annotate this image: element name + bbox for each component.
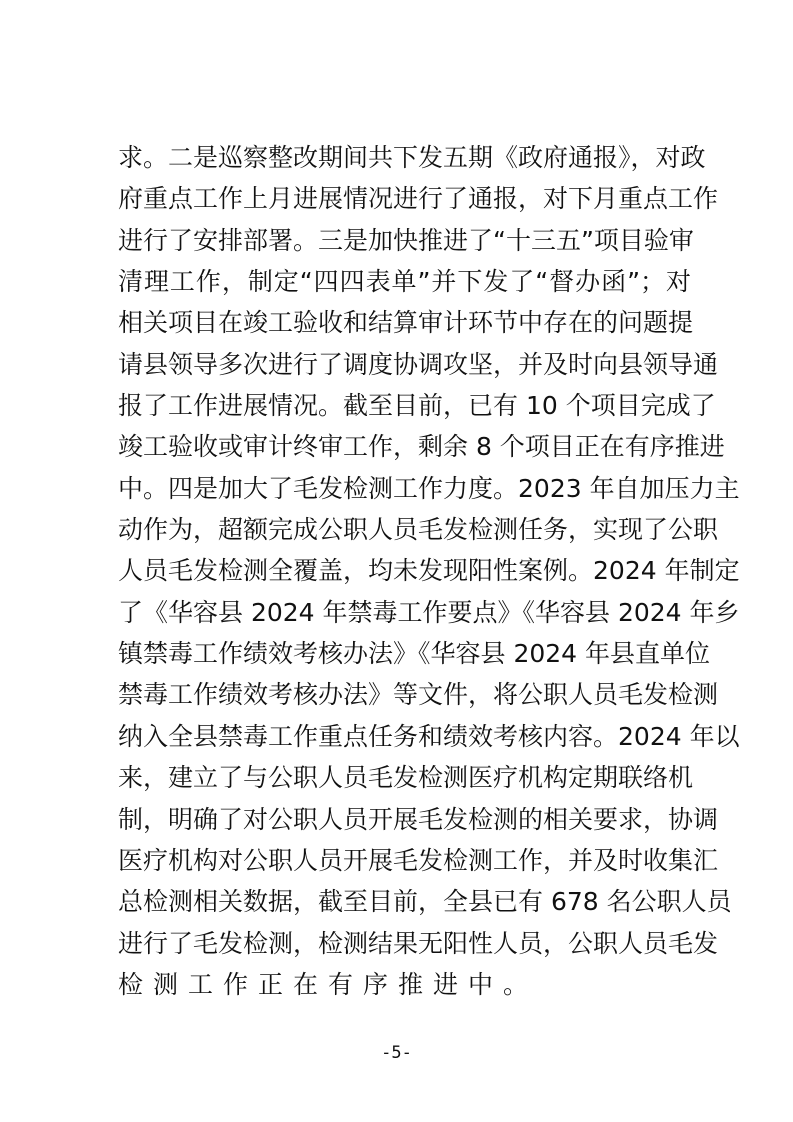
text-line: 竣工验收或审计终审工作，剩余 8 个项目正在有序推进: [118, 432, 725, 462]
text-line: 人员毛发检测全覆盖，均未发现阳性案例。2024 年制定: [118, 556, 740, 586]
page-number: -5-: [381, 1043, 412, 1063]
text-line: 动作为，超额完成公职人员毛发检测任务，实现了公职: [118, 515, 719, 545]
text-line: 纳入全县禁毒工作重点任务和绩效考核内容。2024 年以: [118, 721, 740, 751]
text-line: 中。四是加大了毛发检测工作力度。2023 年自加压力主: [118, 473, 740, 503]
text-line: 医疗机构对公职人员开展毛发检测工作，并及时收集汇: [118, 845, 719, 875]
text-line: 禁毒工作绩效考核办法》等文件，将公职人员毛发检测: [118, 680, 719, 710]
text-line: 清理工作，制定“四四表单”并下发了“督办函”；对: [118, 267, 691, 297]
text-line: 了《华容县 2024 年禁毒工作要点》《华容县 2024 年乡: [118, 597, 740, 627]
text-line: 报了工作进展情况。截至目前，已有 10 个项目完成了: [118, 391, 716, 421]
text-line: 进行了毛发检测，检测结果无阳性人员，公职人员毛发: [118, 928, 719, 958]
text-line: 进行了安排部署。三是加快推进了“十三五”项目验审: [118, 225, 694, 255]
text-line: 镇禁毒工作绩效考核办法》《华容县 2024 年县直单位: [118, 639, 711, 669]
text-line: 来，建立了与公职人员毛发检测医疗机构定期联络机: [118, 763, 694, 793]
text-line: 相关项目在竣工验收和结算审计环节中存在的问题提: [118, 308, 694, 338]
text-line: 请县领导多次进行了调度协调攻坚，并及时向县领导通: [118, 349, 719, 379]
text-line: 检测工作正在有序推进中。: [118, 969, 539, 999]
text-line: 总检测相关数据，截至目前，全县已有 678 名公职人员: [118, 887, 732, 917]
body-text: [118, 137, 740, 1005]
text-line: 制，明确了对公职人员开展毛发检测的相关要求，协调: [118, 804, 719, 834]
text-line: 求。二是巡察整改期间共下发五期《政府通报》，对政: [118, 143, 706, 172]
text-line: 府重点工作上月进展情况进行了通报，对下月重点工作: [118, 184, 719, 214]
